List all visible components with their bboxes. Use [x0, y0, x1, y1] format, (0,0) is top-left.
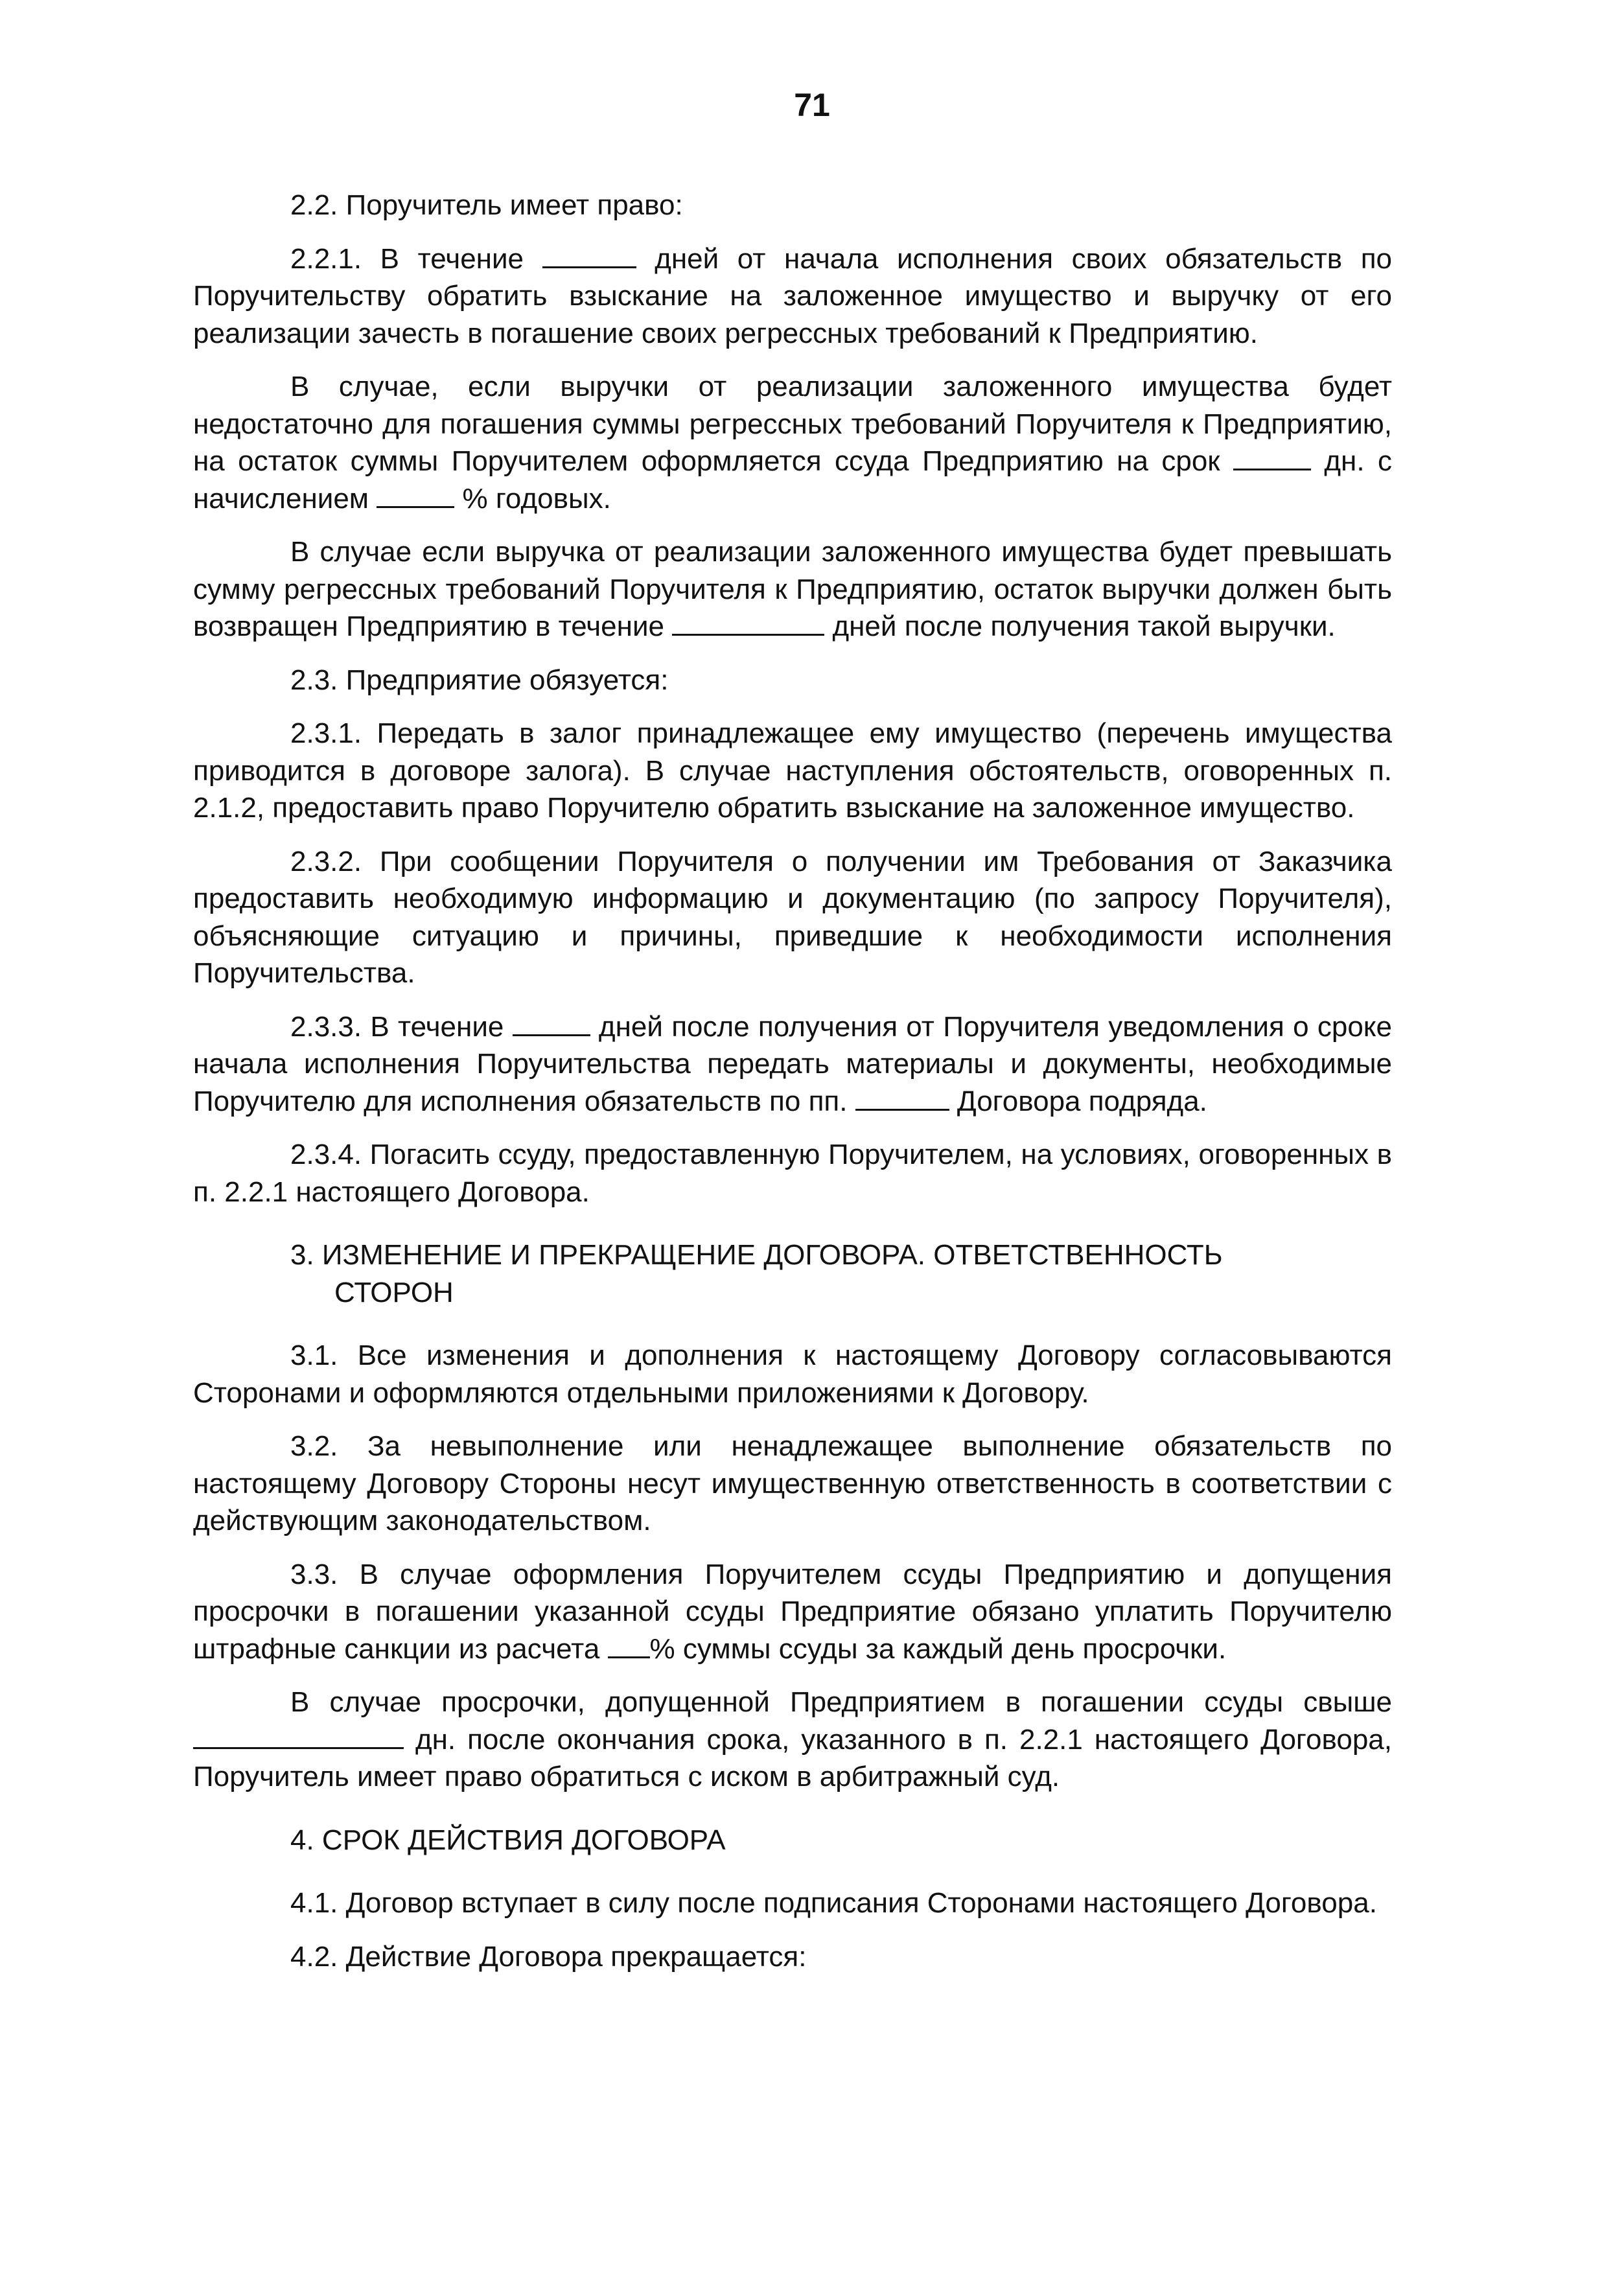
clause-text: дней после получения такой выручки.	[824, 610, 1336, 642]
clause-text: 2.2.1. В течение	[290, 242, 542, 275]
clause-3-3-case-overdue	[193, 1684, 1392, 1796]
clause-2-3-1: 2.3.1. Передать в залог принадлежащее ему имущество (перечень имущества приводится в договоре залога). В случае наступления обстоятельств, оговоренных п. 2.1.2, предоставить право Поручителю обратить взыскание на заложенное имущество.	[193, 717, 1392, 824]
clause-2-3-3	[193, 1008, 1392, 1120]
clause-text: % суммы ссуды за каждый день просрочки.	[649, 1632, 1227, 1665]
clause-text: 2.3.3. В течение	[290, 1010, 513, 1043]
clause-3-3	[193, 1556, 1392, 1668]
clause-text: % годовых.	[454, 482, 611, 515]
fill-in-blank	[193, 1721, 404, 1749]
clause-text: дней от начала исполнения своих обязательств по Поручительству обратить взыскание на заложенное имущество и выручку от его реализации зачесть в погашение своих регрессных требований к Предприятию.	[193, 242, 1392, 349]
clause-2-2-1-case-excess	[193, 533, 1392, 645]
section-heading-line: 4. СРОК ДЕЙСТВИЯ ДОГОВОРА	[290, 1824, 726, 1856]
page-number: 71	[794, 87, 830, 123]
fill-in-blank	[855, 1083, 949, 1111]
clause-text: дней после получения от Поручителя уведомления о сроке начала исполнения Поручительства передать материалы и документы, необходимые Поручителю для исполнения обязательств по пп.	[193, 1010, 1392, 1117]
clause-4-1: 4.1. Договор вступает в силу после подписания Сторонами настоящего Договора.	[290, 1887, 1377, 1919]
fill-in-blank	[377, 480, 454, 508]
fill-in-blank	[672, 608, 824, 636]
clause-2-2-1	[193, 240, 1392, 353]
fill-in-blank	[608, 1630, 650, 1658]
fill-in-blank	[542, 240, 636, 268]
clause-text: В случае просрочки, допущенной Предприятием в погашении ссуды свыше	[290, 1686, 1392, 1718]
section-heading-4	[290, 1822, 1392, 1859]
clause-text: В случае, если выручки от реализации заложенного имущества будет недостаточно для погашения суммы регрессных требований Поручителя к Предприятию, на остаток суммы Поручителем оформляется ссуда Предприятию на срок	[193, 371, 1392, 477]
clause-text: дн. с начислением	[193, 445, 1392, 515]
clause-2-3: 2.3. Предприятие обязуется:	[290, 664, 669, 696]
fill-in-blank	[1233, 443, 1311, 470]
document-body	[193, 187, 1392, 1991]
clause-2-2: 2.2. Поручитель имеет право:	[290, 189, 683, 221]
fill-in-blank	[513, 1008, 590, 1036]
section-heading-line: 3. ИЗМЕНЕНИЕ И ПРЕКРАЩЕНИЕ ДОГОВОРА. ОТВЕТСТВЕННОСТЬ	[290, 1239, 1223, 1271]
clause-3-1: 3.1. Все изменения и дополнения к настоящему Договору согласовываются Сторонами и оформляются отдельными приложениями к Договору.	[193, 1340, 1392, 1409]
clause-text: дн. после окончания срока, указанного в п. 2.2.1 настоящего Договора, Поручитель имеет право обратиться с иском в арбитражный суд.	[193, 1723, 1392, 1792]
section-heading-3	[290, 1236, 1392, 1311]
clause-text: Договора подряда.	[949, 1085, 1207, 1117]
clause-text: 3.3. В случае оформления Поручителем ссуды Предприятию и допущения просрочки в погашении указанной ссуды Предприятие обязано уплатить Поручителю штрафные санкции из расчета	[193, 1558, 1392, 1665]
section-heading-line: СТОРОН	[334, 1276, 454, 1308]
clause-4-2: 4.2. Действие Договора прекращается:	[290, 1940, 807, 1973]
clause-2-3-2: 2.3.2. При сообщении Поручителя о получении им Требования от Заказчика предоставить необходимую информацию и документацию (по запросу Поручителя), объясняющие ситуацию и причины, приведшие к необходимости исполнения Поручительства.	[193, 845, 1392, 989]
clause-2-3-4: 2.3.4. Погасить ссуду, предоставленную Поручителем, на условиях, оговоренных в п. 2.2.1 настоящего Договора.	[193, 1139, 1392, 1208]
clause-3-2: 3.2. За невыполнение или ненадлежащее выполнение обязательств по настоящему Договору Стороны несут имущественную ответственность в соответствии с действующим законодательством.	[193, 1430, 1392, 1537]
clause-2-2-1-case-insufficient	[193, 368, 1392, 517]
clause-text: В случае если выручка от реализации заложенного имущества будет превышать сумму регрессных требований Поручителя к Предприятию, остаток выручки должен быть возвращен Предприятию в течение	[193, 536, 1392, 642]
